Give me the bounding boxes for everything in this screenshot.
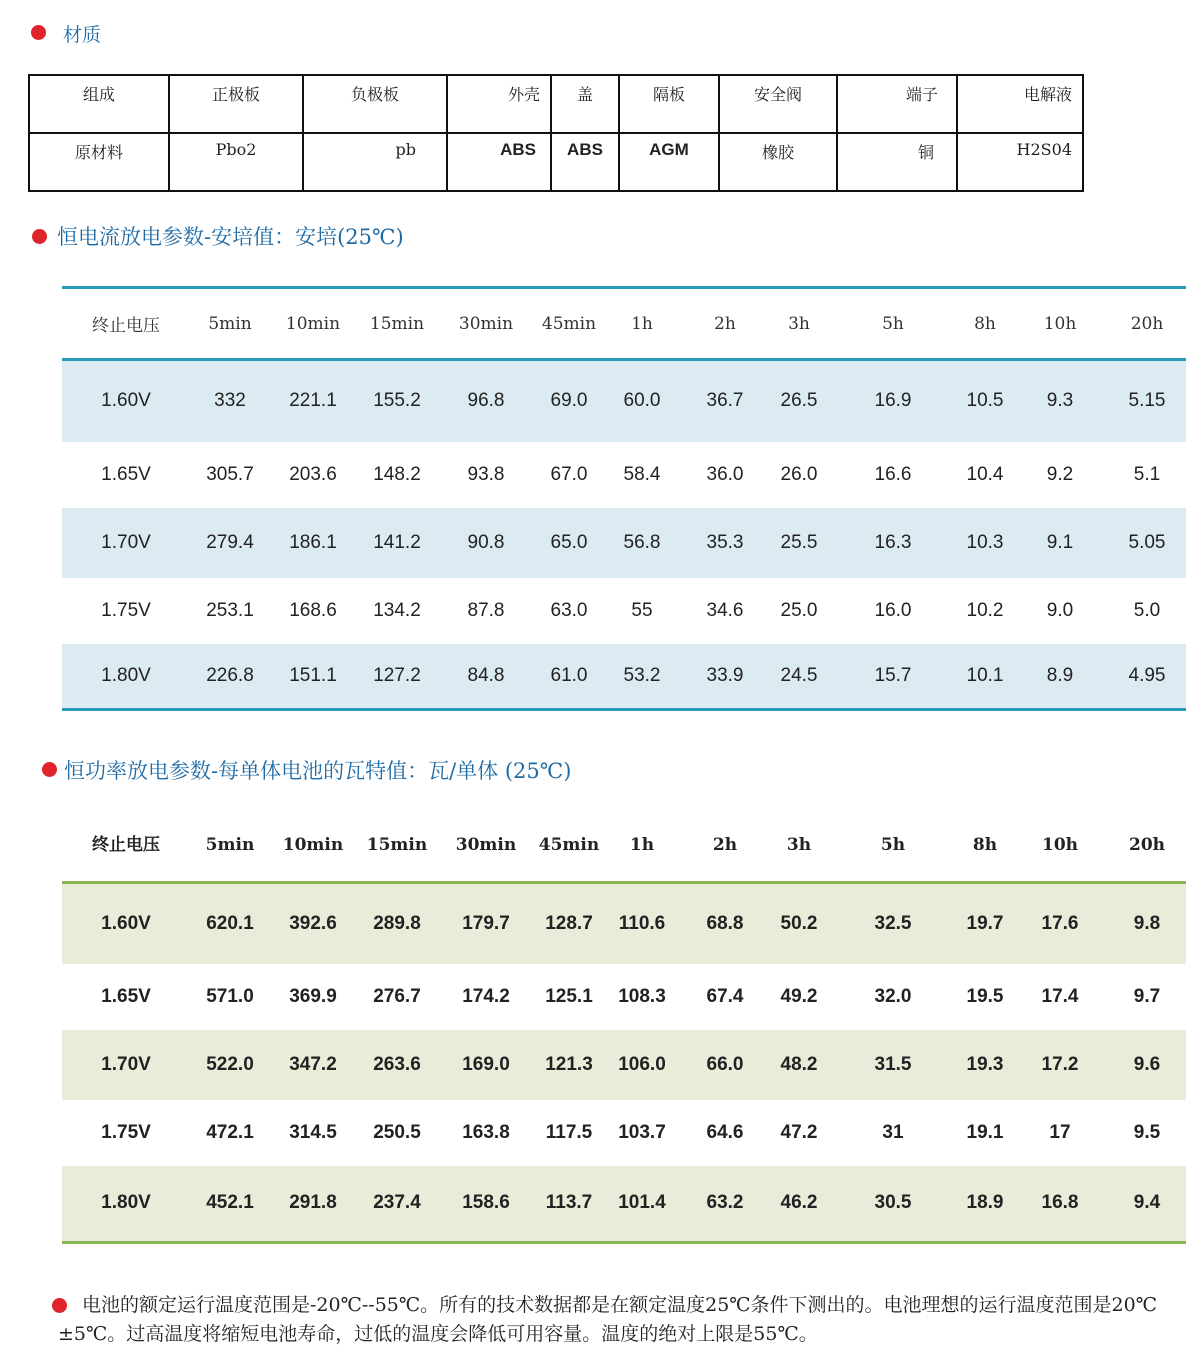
table-cell: 16.8	[1012, 1166, 1108, 1242]
row-voltage-cell: 1.70V	[62, 508, 190, 578]
table-cell: 10.5	[958, 360, 1012, 442]
watt-header-row	[62, 810, 1186, 882]
table-cell: 472.1	[206, 1122, 254, 1143]
bullet-icon	[42, 762, 57, 777]
row-voltage-cell: 1.75V	[101, 599, 151, 621]
table-cell: 179.7	[438, 882, 534, 964]
table-cell: 5.0	[1133, 599, 1161, 621]
materials-header-cell: 正极板	[169, 75, 303, 133]
table-cell: 25.0	[780, 599, 818, 621]
table-row	[62, 578, 1186, 644]
header-cell-duration: 10h	[1012, 810, 1108, 882]
table-cell: 33.9	[680, 644, 770, 710]
amp-table-title: 恒电流放电参数-安培值：安培(25℃)	[57, 225, 404, 249]
table-cell: 8.9	[1012, 644, 1108, 710]
table-cell: 55	[631, 599, 653, 621]
header-cell-duration: 1h	[604, 810, 680, 882]
header-cell-duration: 3h	[770, 810, 828, 882]
table-cell: 101.4	[604, 1166, 680, 1242]
table-cell: 10.2	[966, 599, 1004, 621]
table-cell: 620.1	[190, 882, 270, 964]
temperature-note-text: 电池的额定运行温度范围是-20℃--55℃。所有的技术数据都是在额定温度25℃条件下测出的。电池理想的运行温度范围是20℃±5℃。过高温度将缩短电池寿命，过低的温度会降低可用容量。温度的绝对上限是55℃。	[58, 1294, 1157, 1345]
table-cell: 347.2	[270, 1030, 356, 1100]
table-cell: 49.2	[780, 986, 818, 1007]
table-cell: 9.4	[1108, 1166, 1186, 1242]
header-cell-duration: 5h	[828, 810, 958, 882]
table-cell: 9.8	[1108, 882, 1186, 964]
table-row	[62, 882, 1186, 964]
table-cell: 9.1	[1012, 508, 1108, 578]
materials-value-cell: Pbo2	[169, 133, 303, 191]
table-cell: 93.8	[467, 463, 505, 485]
table-cell: 56.8	[604, 508, 680, 578]
table-cell: 17.6	[1012, 882, 1108, 964]
header-cell-duration: 30min	[438, 810, 534, 882]
row-voltage-cell: 1.70V	[62, 1030, 190, 1100]
materials-header-cell: 安全阀	[719, 75, 837, 133]
header-cell-duration: 5min	[190, 810, 270, 882]
table-cell: 35.3	[680, 508, 770, 578]
table-row	[62, 1100, 1186, 1166]
table-cell: 50.2	[770, 882, 828, 964]
table-cell: 9.0	[1046, 599, 1074, 621]
header-cell-duration: 10h	[1012, 288, 1108, 360]
table-cell: 128.7	[534, 882, 604, 964]
materials-value-cell: AGM	[619, 133, 719, 191]
table-cell: 19.1	[966, 1122, 1004, 1143]
materials-value-cell: H2S04	[957, 133, 1083, 191]
table-cell: 9.2	[1046, 463, 1074, 485]
materials-table	[28, 74, 1084, 192]
table-cell: 67.0	[550, 463, 588, 485]
table-cell: 237.4	[356, 1166, 438, 1242]
header-cell-end-voltage: 终止电压	[62, 288, 190, 360]
table-cell: 58.4	[623, 463, 661, 485]
table-cell: 36.7	[680, 360, 770, 442]
table-row	[62, 508, 1186, 578]
materials-value-cell: ABS	[551, 133, 619, 191]
table-cell: 61.0	[534, 644, 604, 710]
header-cell-duration: 2h	[680, 288, 770, 360]
materials-header-cell: 外壳	[447, 75, 551, 133]
row-voltage-cell: 1.80V	[62, 1166, 190, 1242]
table-cell: 32.5	[828, 882, 958, 964]
table-cell: 19.3	[958, 1030, 1012, 1100]
table-cell: 158.6	[438, 1166, 534, 1242]
table-cell: 5.15	[1108, 360, 1186, 442]
header-cell-duration: 15min	[356, 288, 438, 360]
table-cell: 291.8	[270, 1166, 356, 1242]
materials-header-cell: 负极板	[303, 75, 447, 133]
table-cell: 151.1	[270, 644, 356, 710]
table-cell: 4.95	[1108, 644, 1186, 710]
materials-header-cell: 组成	[29, 75, 169, 133]
header-cell-duration: 45min	[534, 288, 604, 360]
table-cell: 289.8	[356, 882, 438, 964]
table-cell: 53.2	[604, 644, 680, 710]
table-cell: 110.6	[604, 882, 680, 964]
header-cell-duration: 5h	[828, 288, 958, 360]
materials-title: 材质	[63, 24, 102, 46]
table-cell: 16.3	[828, 508, 958, 578]
watt-table-title: 恒功率放电参数-每单体电池的瓦特值：瓦/单体 (25℃)	[64, 759, 572, 783]
materials-header-cell: 端子	[837, 75, 957, 133]
materials-value-cell: ABS	[447, 133, 551, 191]
table-cell: 117.5	[545, 1122, 593, 1143]
table-cell: 168.6	[289, 599, 337, 621]
header-cell-end-voltage: 终止电压	[62, 810, 190, 882]
amp-header-row	[62, 288, 1186, 360]
table-cell: 103.7	[618, 1122, 666, 1143]
table-cell: 10.4	[966, 463, 1004, 485]
table-cell: 84.8	[438, 644, 534, 710]
table-cell: 69.0	[534, 360, 604, 442]
materials-header-cell: 盖	[551, 75, 619, 133]
table-cell: 125.1	[545, 986, 593, 1007]
table-cell: 60.0	[604, 360, 680, 442]
table-cell: 332	[190, 360, 270, 442]
table-cell: 5.05	[1108, 508, 1186, 578]
table-cell: 134.2	[373, 599, 421, 621]
table-cell: 66.0	[680, 1030, 770, 1100]
table-cell: 522.0	[190, 1030, 270, 1100]
table-cell: 127.2	[356, 644, 438, 710]
table-row	[62, 360, 1186, 442]
table-row	[62, 1030, 1186, 1100]
table-cell: 48.2	[770, 1030, 828, 1100]
table-row	[62, 442, 1186, 508]
table-cell: 452.1	[190, 1166, 270, 1242]
table-cell: 163.8	[462, 1122, 510, 1143]
header-cell-duration: 15min	[356, 810, 438, 882]
table-cell: 174.2	[462, 986, 510, 1007]
table-cell: 9.3	[1012, 360, 1108, 442]
table-cell: 30.5	[828, 1166, 958, 1242]
table-cell: 9.5	[1133, 1122, 1161, 1143]
table-cell: 155.2	[356, 360, 438, 442]
table-cell: 314.5	[289, 1122, 337, 1143]
materials-header-row	[29, 75, 1083, 133]
header-cell-duration: 8h	[958, 288, 1012, 360]
table-cell: 87.8	[467, 599, 505, 621]
table-row	[62, 964, 1186, 1030]
header-cell-duration: 2h	[680, 810, 770, 882]
table-cell: 46.2	[770, 1166, 828, 1242]
table-cell: 141.2	[356, 508, 438, 578]
table-cell: 263.6	[356, 1030, 438, 1100]
table-cell: 226.8	[190, 644, 270, 710]
header-cell-duration: 30min	[438, 288, 534, 360]
table-cell: 169.0	[438, 1030, 534, 1100]
table-cell: 571.0	[206, 986, 254, 1007]
table-cell: 24.5	[770, 644, 828, 710]
table-cell: 19.7	[958, 882, 1012, 964]
table-cell: 5.1	[1133, 463, 1161, 485]
materials-value-row	[29, 133, 1083, 191]
table-cell: 96.8	[438, 360, 534, 442]
table-cell: 16.9	[828, 360, 958, 442]
table-cell: 26.5	[770, 360, 828, 442]
table-cell: 47.2	[780, 1122, 818, 1143]
table-cell: 113.7	[534, 1166, 604, 1242]
table-cell: 186.1	[270, 508, 356, 578]
materials-header-cell: 电解液	[957, 75, 1083, 133]
table-cell: 16.6	[874, 463, 912, 485]
header-cell-duration: 45min	[534, 810, 604, 882]
table-cell: 26.0	[780, 463, 818, 485]
table-cell: 250.5	[373, 1122, 421, 1143]
table-cell: 65.0	[534, 508, 604, 578]
table-cell: 392.6	[270, 882, 356, 964]
table-cell: 67.4	[706, 986, 744, 1007]
row-voltage-cell: 1.65V	[101, 986, 151, 1007]
table-cell: 9.7	[1133, 986, 1161, 1007]
table-cell: 36.0	[706, 463, 744, 485]
materials-value-cell: 原材料	[29, 133, 169, 191]
header-cell-duration: 20h	[1108, 810, 1186, 882]
table-cell: 63.2	[680, 1166, 770, 1242]
table-cell: 64.6	[706, 1122, 744, 1143]
header-cell-duration: 3h	[770, 288, 828, 360]
row-voltage-cell: 1.60V	[62, 882, 190, 964]
table-cell: 31.5	[828, 1030, 958, 1100]
row-voltage-cell: 1.75V	[101, 1122, 151, 1143]
table-cell: 25.5	[770, 508, 828, 578]
bullet-icon	[31, 25, 46, 40]
table-row	[62, 644, 1186, 710]
table-cell: 17	[1049, 1122, 1071, 1143]
header-cell-duration: 1h	[604, 288, 680, 360]
table-cell: 108.3	[618, 986, 666, 1007]
table-cell: 203.6	[289, 463, 337, 485]
header-cell-duration: 5min	[190, 288, 270, 360]
row-voltage-cell: 1.60V	[62, 360, 190, 442]
table-cell: 68.8	[680, 882, 770, 964]
table-cell: 9.6	[1108, 1030, 1186, 1100]
table-cell: 15.7	[828, 644, 958, 710]
table-cell: 19.5	[966, 986, 1004, 1007]
table-cell: 32.0	[874, 986, 912, 1007]
table-cell: 369.9	[289, 986, 337, 1007]
table-cell: 10.1	[958, 644, 1012, 710]
table-cell: 34.6	[706, 599, 744, 621]
bullet-icon	[32, 229, 47, 244]
table-cell: 31	[882, 1122, 904, 1143]
row-voltage-cell: 1.65V	[101, 463, 151, 485]
watt-discharge-table	[62, 810, 1186, 1244]
table-cell: 276.7	[373, 986, 421, 1007]
header-cell-duration: 8h	[958, 810, 1012, 882]
header-cell-duration: 20h	[1108, 288, 1186, 360]
materials-header-cell: 隔板	[619, 75, 719, 133]
row-voltage-cell: 1.80V	[62, 644, 190, 710]
header-cell-duration: 10min	[270, 288, 356, 360]
table-cell: 17.2	[1012, 1030, 1108, 1100]
table-cell: 10.3	[958, 508, 1012, 578]
table-cell: 148.2	[373, 463, 421, 485]
header-cell-duration: 10min	[270, 810, 356, 882]
table-cell: 253.1	[206, 599, 254, 621]
table-cell: 18.9	[958, 1166, 1012, 1242]
table-cell: 221.1	[270, 360, 356, 442]
table-cell: 279.4	[190, 508, 270, 578]
materials-value-cell: 橡胶	[719, 133, 837, 191]
table-cell: 17.4	[1041, 986, 1079, 1007]
table-cell: 106.0	[604, 1030, 680, 1100]
materials-value-cell: pb	[303, 133, 447, 191]
amp-discharge-table	[62, 286, 1186, 711]
temperature-note	[58, 1291, 1168, 1349]
table-row	[62, 1166, 1186, 1242]
table-cell: 16.0	[874, 599, 912, 621]
table-cell: 305.7	[206, 463, 254, 485]
table-cell: 63.0	[550, 599, 588, 621]
materials-value-cell: 铜	[837, 133, 957, 191]
table-cell: 121.3	[534, 1030, 604, 1100]
table-cell: 90.8	[438, 508, 534, 578]
